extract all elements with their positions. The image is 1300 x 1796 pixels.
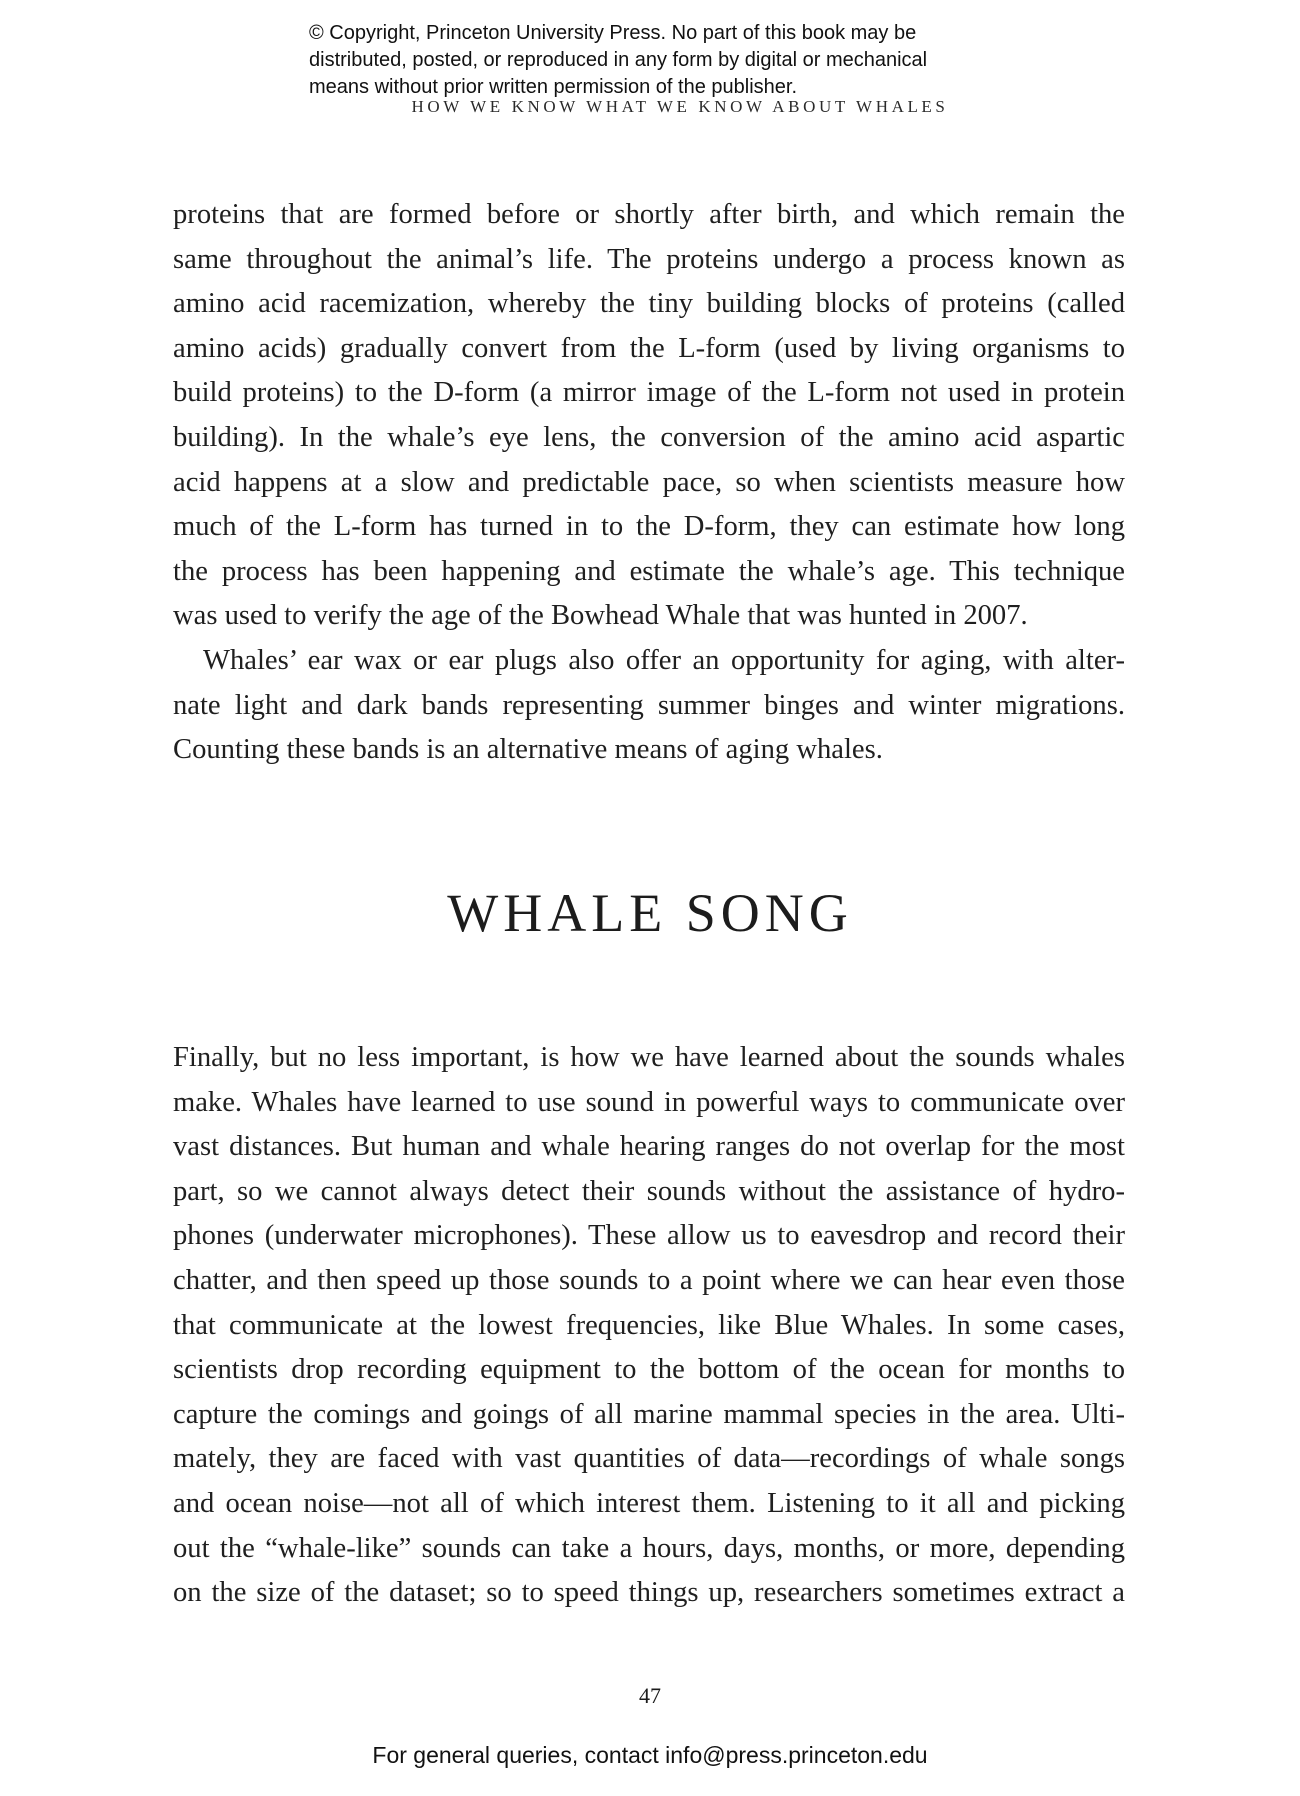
text-line: proteins that are formed before or shortly after birth, and which remain the: [173, 199, 1125, 230]
text-line: building). In the whale’s eye lens, the conversion of the amino acid aspartic: [173, 421, 1125, 453]
text-line: nate light and dark bands representing summer binges and winter migrations.: [173, 689, 1125, 721]
text-line: Finally, but no less important, is how we have learned about the sounds whales: [173, 1042, 1125, 1073]
copyright-line: © Copyright, Princeton University Press. No part of this book may be: [309, 22, 917, 44]
text-line: scientists drop recording equipment to the bottom of the ocean for months to: [173, 1354, 1125, 1386]
text-line: vast distances. But human and whale hearing ranges do not overlap for the most: [173, 1131, 1125, 1163]
text-line: amino acid racemization, whereby the tiny building blocks of proteins (called: [173, 288, 1125, 320]
copyright-line: means without prior written permission of the publisher.: [309, 76, 798, 98]
section-heading: WHALE SONG: [447, 883, 853, 943]
body-text-section-1: [173, 193, 1125, 773]
text-line: on the size of the dataset; so to speed things up, researchers sometimes extract a: [173, 1577, 1125, 1609]
text-line: same throughout the animal’s life. The proteins undergo a process known as: [173, 243, 1125, 275]
body-text-section-2: [173, 1036, 1125, 1616]
page-number: 47: [639, 1683, 661, 1708]
text-line: the process has been happening and estimate the whale’s age. This technique: [173, 555, 1125, 587]
text-line: build proteins) to the D-form (a mirror image of the L-form not used in protein: [173, 377, 1125, 409]
text-line: and ocean noise—not all of which interest them. Listening to it all and picking: [173, 1487, 1125, 1519]
text-line: mately, they are faced with vast quantities of data—recordings of whale songs: [173, 1443, 1125, 1475]
text-line: Counting these bands is an alternative means of aging whales.: [173, 734, 883, 766]
text-line: part, so we cannot always detect their sounds without the assistance of hydro-: [173, 1175, 1125, 1207]
text-line: much of the L-form has turned in to the D-form, they can estimate how long: [173, 511, 1125, 543]
text-line: chatter, and then speed up those sounds to a point where we can hear even those: [173, 1264, 1125, 1296]
copyright-notice: [309, 20, 1069, 101]
copyright-line: distributed, posted, or reproduced in any form by digital or mechanical: [309, 49, 928, 71]
text-line: Whales’ ear wax or ear plugs also offer an opportunity for aging, with alter-: [203, 644, 1125, 676]
text-line: amino acids) gradually convert from the L-form (used by living organisms to: [173, 332, 1125, 364]
footer-contact: For general queries, contact info@press.princeton.edu: [372, 1742, 928, 1768]
text-line: phones (underwater microphones). These allow us to eavesdrop and record their: [173, 1220, 1125, 1252]
text-line: that communicate at the lowest frequencies, like Blue Whales. In some cases,: [173, 1309, 1125, 1341]
text-line: capture the comings and goings of all marine mammal species in the area. Ulti-: [173, 1398, 1125, 1430]
text-line: was used to verify the age of the Bowhead Whale that was hunted in 2007.: [173, 600, 1028, 632]
text-line: out the “whale-like” sounds can take a hours, days, months, or more, depending: [173, 1532, 1125, 1564]
text-line: acid happens at a slow and predictable pace, so when scientists measure how: [173, 466, 1125, 498]
running-head: HOW WE KNOW WHAT WE KNOW ABOUT WHALES: [411, 97, 949, 116]
text-line: make. Whales have learned to use sound in powerful ways to communicate over: [173, 1086, 1125, 1118]
